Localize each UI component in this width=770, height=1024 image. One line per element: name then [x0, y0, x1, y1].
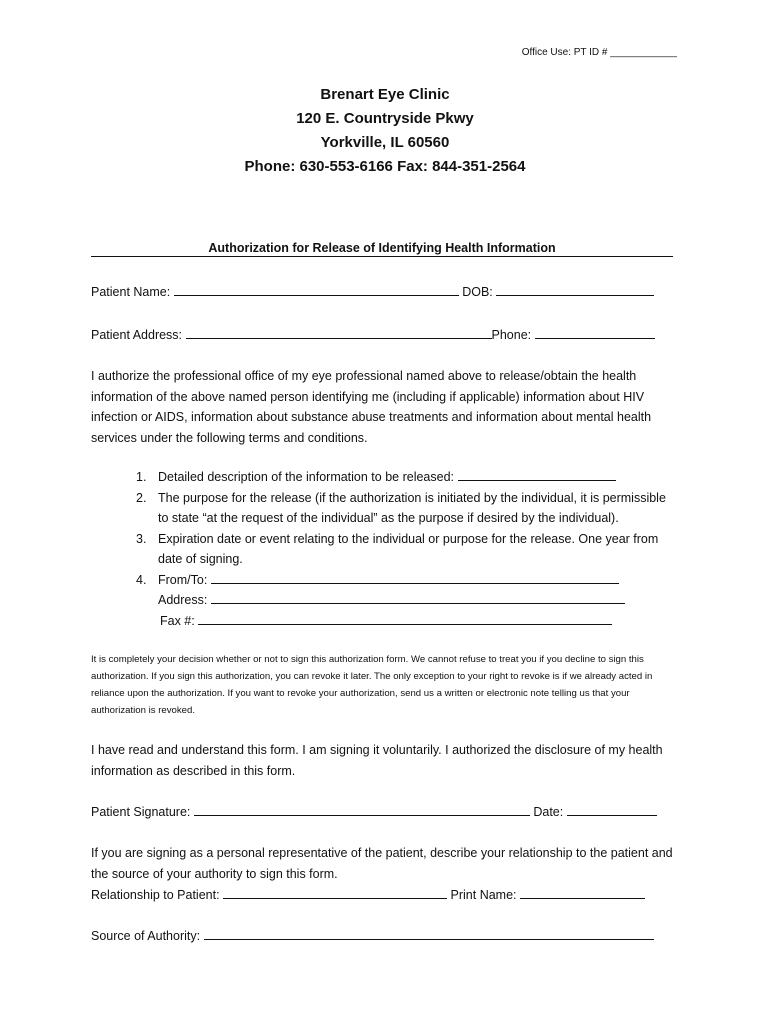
form-title: Authorization for Release of Identifying Health Information [208, 241, 556, 255]
term-number: 1. [136, 470, 147, 484]
acknowledgement-paragraph: I have read and understand this form. I am signing it voluntarily. I authorized the disclosure of my health information as described in this form. [91, 743, 663, 778]
representative-paragraph: If you are signing as a personal representative of the patient, describe your relationship to the patient and the source of your authority to sign this form. [91, 846, 673, 881]
patient-name-label: Patient Name: [91, 285, 171, 299]
patient-address-label: Patient Address: [91, 328, 183, 342]
term-item-4-address [136, 590, 676, 611]
relationship-row [91, 886, 645, 902]
relationship-field[interactable] [223, 886, 447, 899]
clinic-address-line1: 120 E. Countryside Pkwy [296, 110, 474, 127]
relationship-label: Relationship to Patient: [91, 888, 220, 902]
address-label: Address: [158, 593, 208, 607]
term-item-3 [136, 529, 676, 570]
source-of-authority-field[interactable] [204, 927, 654, 940]
term-text: Expiration date or event relating to the individual or purpose for the release. One year from date of signing. [158, 531, 659, 566]
print-name-field[interactable] [520, 886, 645, 899]
date-label: Date: [533, 805, 564, 819]
term-number: 2. [136, 490, 147, 505]
patient-name-field[interactable] [174, 283, 459, 296]
term-text: The purpose for the release (if the authorization is initiated by the individual, it is permissible to state “at the request of the individual” as the purpose if desired by the individual). [158, 490, 666, 525]
revocation-notice: It is completely your decision whether or not to sign this authorization form. We cannot refuse to treat you if you decline to sign this authorization. If you sign this authorization, you can revoke it later. The only exception to your right to revoke is if we already acted in reliance upon the authorization. If you want to revoke your authorization, send us a written or electronic note telling us that your authorization is revoked. [91, 654, 653, 716]
patient-signature-label: Patient Signature: [91, 805, 191, 819]
from-to-field[interactable] [211, 571, 619, 584]
source-of-authority-row [91, 927, 654, 943]
fax-field[interactable] [198, 612, 612, 625]
dob-label: DOB: [462, 285, 493, 299]
term-text: From/To: [158, 572, 208, 587]
term-number: 4. [136, 572, 147, 587]
clinic-phone-fax: Phone: 630-553-6166 Fax: 844-351-2564 [244, 158, 526, 175]
term-number: 3. [136, 531, 147, 546]
clinic-address-line2: Yorkville, IL 60560 [320, 134, 450, 151]
term-text: Detailed description of the information to be released: [158, 470, 455, 484]
office-use-pt-id: Office Use: PT ID # ____________ [521, 47, 677, 58]
signature-date-field[interactable] [567, 803, 657, 816]
term-item-1 [136, 467, 676, 488]
patient-name-row [91, 283, 654, 299]
info-description-field[interactable] [458, 468, 616, 481]
release-address-field[interactable] [211, 591, 625, 604]
dob-field[interactable] [496, 283, 654, 296]
term-item-4-fax [136, 611, 676, 632]
patient-address-field[interactable] [186, 326, 492, 339]
signature-row [91, 803, 657, 819]
terms-list [136, 467, 676, 631]
print-name-label: Print Name: [450, 888, 517, 902]
phone-field[interactable] [535, 326, 655, 339]
authorization-paragraph: I authorize the professional office of my eye professional named above to release/obtain the health information of the above named person identifying me (including if applicable) information about HIV infection or AIDS, information about substance abuse treatments and information about mental health services under the following terms and conditions. [91, 369, 652, 445]
phone-label: Phone: [491, 328, 532, 342]
clinic-name: Brenart Eye Clinic [320, 86, 450, 103]
fax-label: Fax #: [160, 613, 195, 628]
patient-signature-field[interactable] [194, 803, 530, 816]
term-item-4 [136, 570, 676, 591]
term-item-2 [136, 488, 676, 529]
source-of-authority-label: Source of Authority: [91, 929, 201, 943]
patient-address-row [91, 326, 655, 342]
